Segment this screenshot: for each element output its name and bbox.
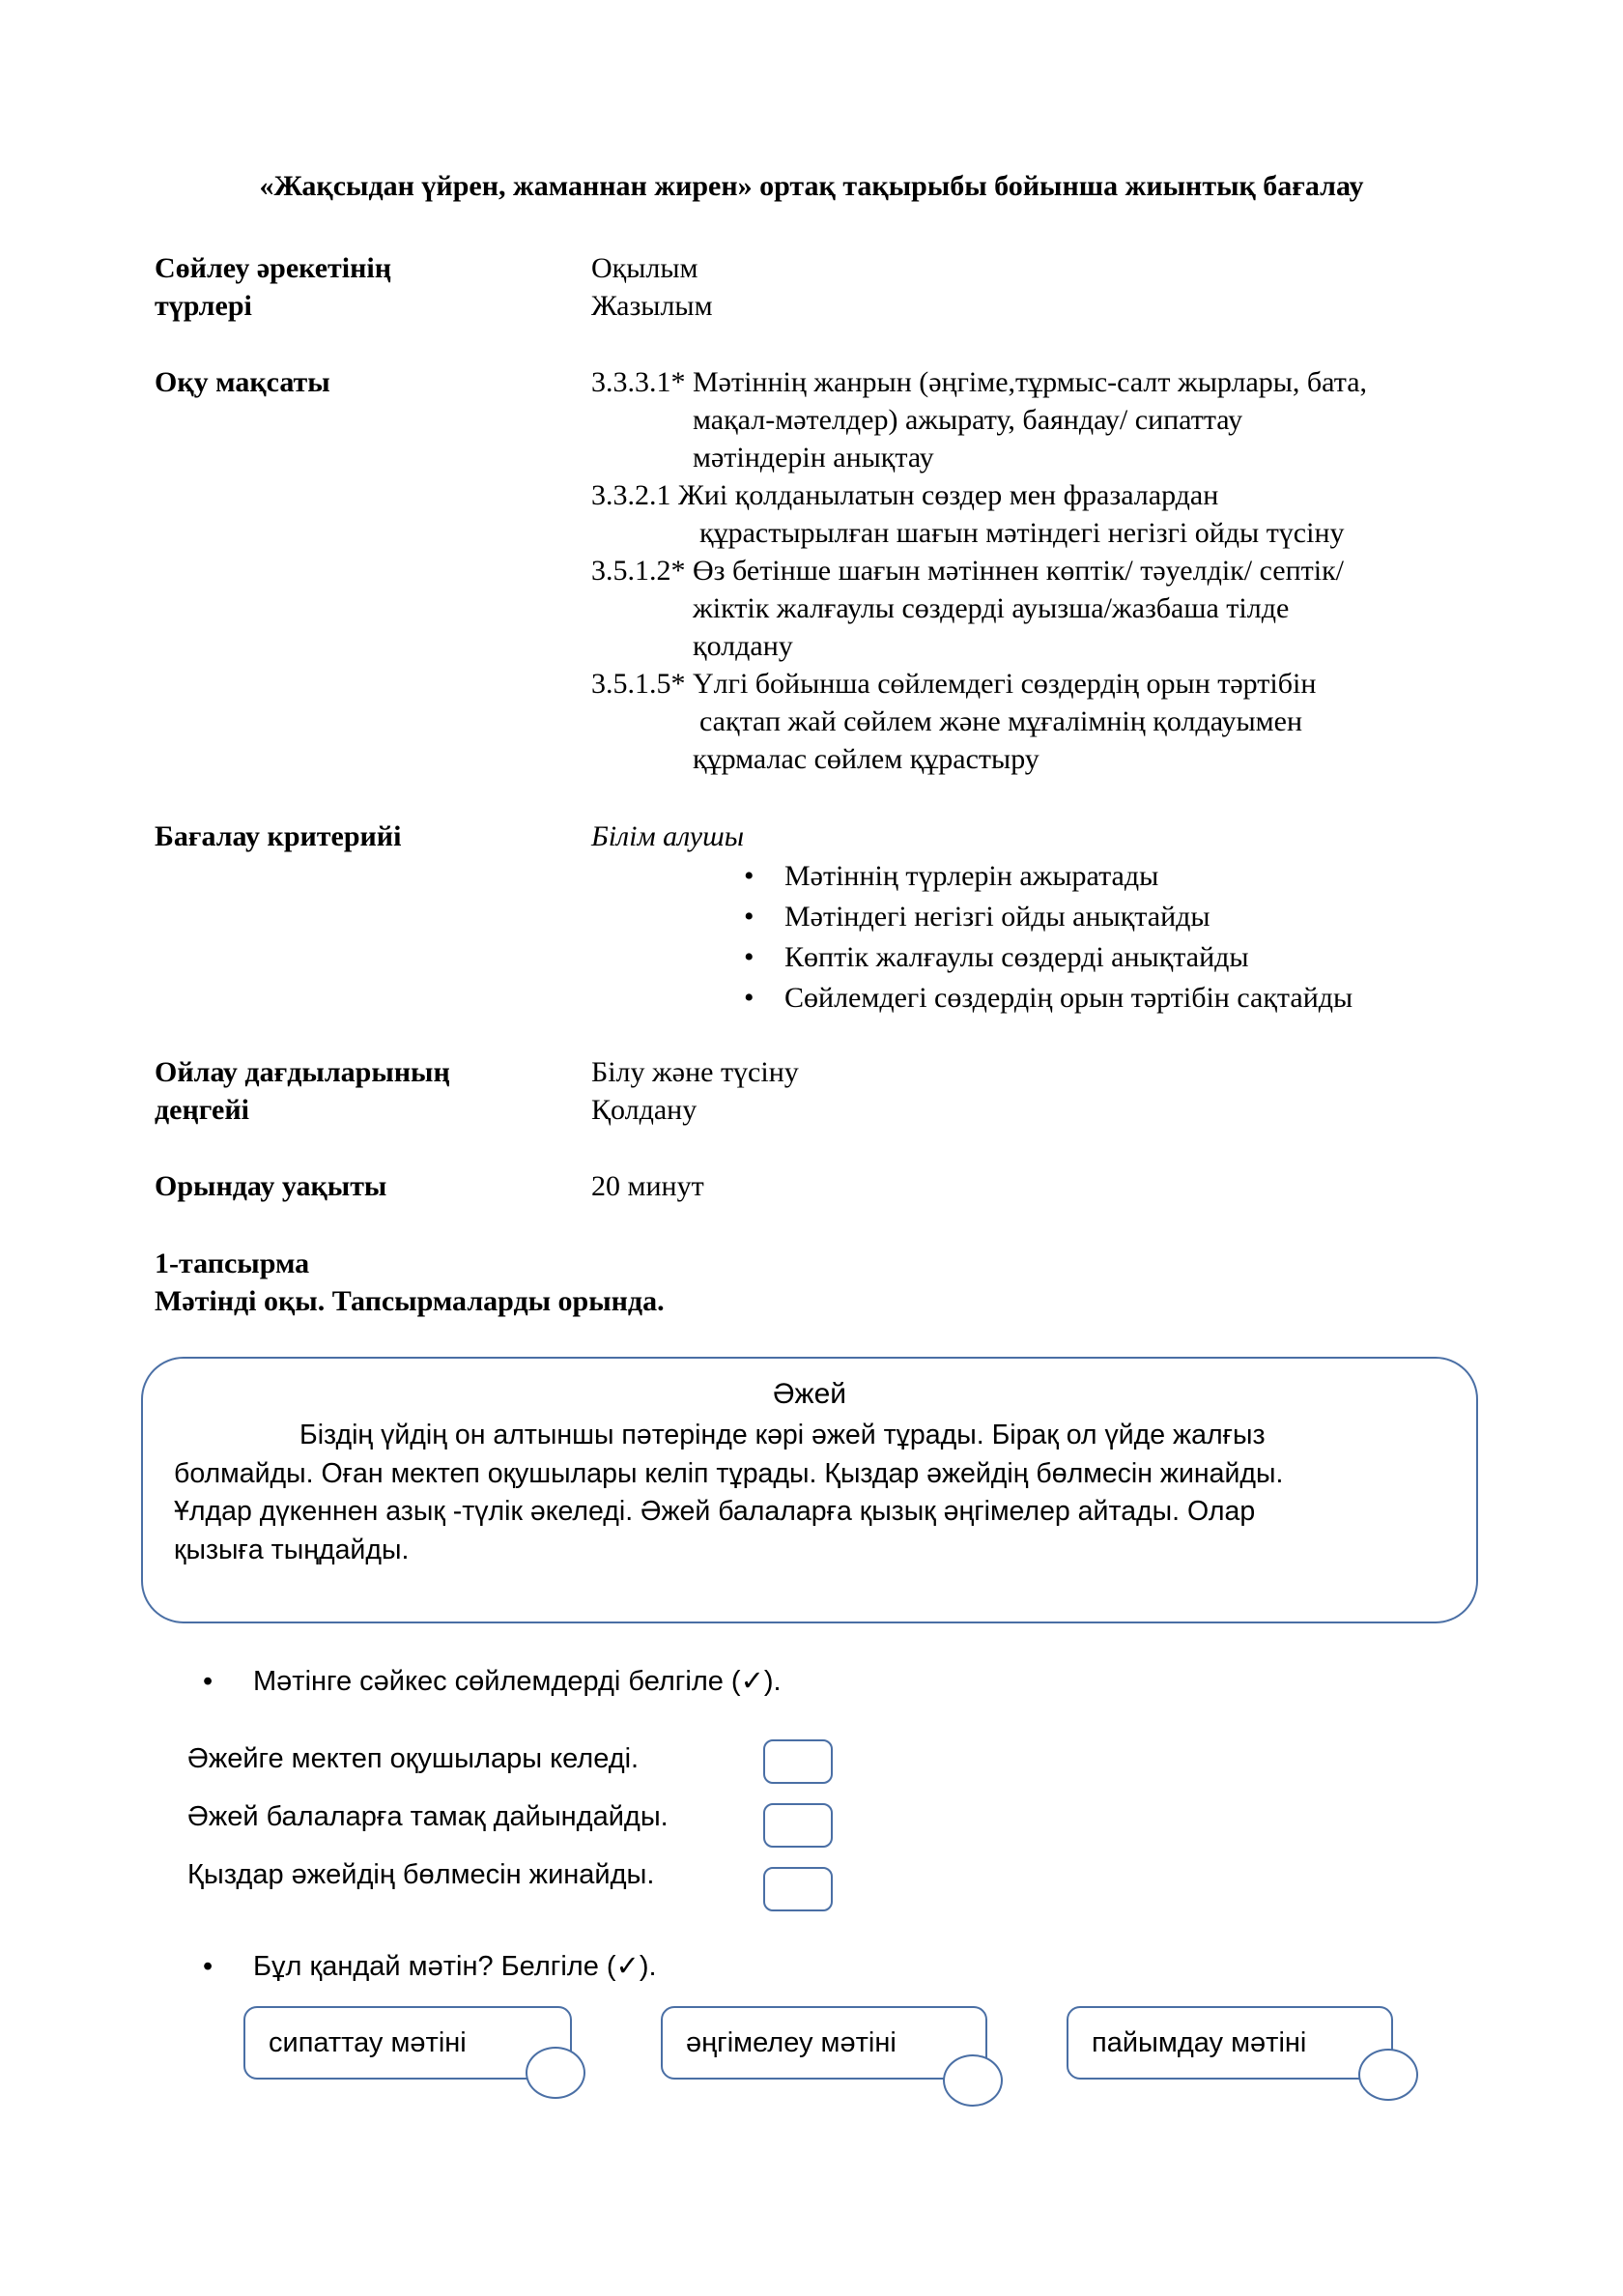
goal-2-line1: 3.3.2.1 Жиі қолданылатын сөздер мен фразалардан xyxy=(591,479,1219,511)
statement-3-checkbox[interactable] xyxy=(763,1867,833,1911)
criteria-lead: Білім алушы xyxy=(591,820,745,852)
goal-3-line3: қолдану xyxy=(693,630,793,662)
goal-4-line3: құрмалас сөйлем құрастыру xyxy=(693,743,1039,775)
goal-4 xyxy=(591,665,1367,778)
question-2 xyxy=(203,1948,657,1986)
statement-1: Әжейге мектеп оқушылары келеді. xyxy=(187,1743,640,1774)
speech-types-value xyxy=(591,249,713,325)
question-2-text: Бұл қандай мәтін? Белгіле (✓). xyxy=(253,1951,657,1982)
bullet-icon: • xyxy=(744,860,755,892)
criteria-item xyxy=(738,978,1352,1019)
thinking-skills-label xyxy=(155,1053,450,1129)
option-reasoning-text[interactable]: пайымдау мәтіні xyxy=(1067,2006,1393,2080)
thinking-level-1: Білу және түсіну xyxy=(591,1056,799,1088)
goal-2-line2: құрастырылған шағын мәтіндегі негізгі ойды түсіну xyxy=(699,517,1345,549)
speech-type-reading: Оқылым xyxy=(591,252,698,284)
bullet-icon: • xyxy=(203,1666,214,1697)
thinking-level-2: Қолдану xyxy=(591,1094,698,1126)
reading-text-line: Ұлдар дүкеннен азық -түлік әкеледі. Әжей балаларға қызық әңгімелер айтады. Олар xyxy=(174,1496,1256,1527)
option-narrative-text[interactable]: әңгімелеу мәтіні xyxy=(661,2006,987,2080)
statement-1-checkbox[interactable] xyxy=(763,1739,833,1784)
goal-1 xyxy=(591,363,1367,476)
statement-3: Қыздар әжейдің бөлмесін жинайды. xyxy=(187,1859,655,1890)
criteria-item-text: Мәтіндегі негізгі ойды анықтайды xyxy=(784,901,1210,933)
speech-types-label xyxy=(155,249,391,325)
option-reasoning-circle[interactable] xyxy=(1358,2049,1418,2101)
reading-text-line: Біздің үйдің он алтыншы пәтерінде кәрі әжей тұрады. Бірақ ол үйде жалғыз xyxy=(299,1420,1266,1450)
goal-4-line2: сақтап жай сөйлем және мұғалімнің қолдауымен xyxy=(699,705,1302,737)
learning-goals-list xyxy=(591,363,1367,778)
question-1-text: Мәтінге сәйкес сөйлемдерді белгіле (✓). xyxy=(253,1666,782,1697)
option-descriptive-text[interactable]: сипаттау мәтіні xyxy=(243,2006,572,2080)
reading-text-title: Әжей xyxy=(772,1378,847,1410)
goal-3-line1: 3.5.1.2* Өз бетінше шағын мәтіннен көптік/ тәуелдік/ септік/ xyxy=(591,555,1344,587)
reading-text-body xyxy=(174,1417,1459,1569)
bullet-icon: • xyxy=(744,941,755,973)
bullet-icon: • xyxy=(744,982,755,1014)
goal-1-line1: 3.3.3.1* Мәтіннің жанрын (әңгіме,тұрмыс-салт жырлары, бата, xyxy=(591,366,1368,398)
criteria-item-text: Мәтіннің түрлерін ажыратады xyxy=(784,860,1159,892)
learning-goals-label: Оқу мақсаты xyxy=(155,366,330,398)
execution-time-label: Орындау уақыты xyxy=(155,1170,387,1202)
thinking-skills-value xyxy=(591,1053,799,1129)
reading-text-line: қызыға тыңдайды. xyxy=(174,1534,410,1565)
bullet-icon: • xyxy=(203,1951,214,1982)
assessment-criteria-label: Бағалау критерийі xyxy=(155,820,402,852)
page-title: «Жақсыдан үйрен, жаманнан жирен» ортақ тақырыбы бойынша жиынтық бағалау xyxy=(259,170,1364,202)
task-number: 1-тапсырма xyxy=(155,1248,310,1279)
task-instruction: Мәтінді оқы. Тапсырмаларды орында. xyxy=(155,1285,665,1317)
speech-type-writing: Жазылым xyxy=(591,290,713,322)
option-descriptive-circle[interactable] xyxy=(526,2047,585,2099)
goal-1-line3: мәтіндерін анықтау xyxy=(693,442,934,474)
question-1 xyxy=(203,1663,782,1701)
criteria-item-text: Сөйлемдегі сөздердің орын тәртібін сақтайды xyxy=(784,982,1353,1014)
criteria-item xyxy=(738,937,1352,978)
speech-types-label-line2: түрлері xyxy=(155,290,252,322)
option-narrative-circle[interactable] xyxy=(943,2054,1003,2107)
criteria-item xyxy=(738,897,1352,937)
goal-3-line2: жіктік жалғаулы сөздерді ауызша/жазбаша тілде xyxy=(693,592,1290,624)
bullet-icon: • xyxy=(744,901,755,933)
criteria-list xyxy=(738,856,1352,1019)
speech-types-label-line1: Сөйлеу әрекетінің xyxy=(155,252,391,284)
goal-1-line2: мақал-мәтелдер) ажырату, баяндау/ сипаттау xyxy=(693,404,1243,436)
reading-text-line: болмайды. Оған мектеп оқушылары келіп тұрады. Қыздар әжейдің бөлмесін жинайды. xyxy=(174,1457,1284,1489)
execution-time-value: 20 минут xyxy=(591,1170,704,1202)
thinking-skills-label-line1: Ойлау дағдыларының xyxy=(155,1056,450,1088)
goal-3 xyxy=(591,552,1367,665)
thinking-skills-label-line2: деңгейі xyxy=(155,1094,249,1126)
criteria-item-text: Көптік жалғаулы сөздерді анықтайды xyxy=(784,941,1249,973)
goal-4-line1: 3.5.1.5* Үлгі бойынша сөйлемдегі сөздердің орын тәртібін xyxy=(591,668,1317,700)
criteria-item xyxy=(738,856,1352,897)
statement-2: Әжей балаларға тамақ дайындайды. xyxy=(187,1801,669,1832)
goal-2 xyxy=(591,476,1367,552)
reading-text-box xyxy=(141,1357,1478,1623)
statement-2-checkbox[interactable] xyxy=(763,1803,833,1848)
